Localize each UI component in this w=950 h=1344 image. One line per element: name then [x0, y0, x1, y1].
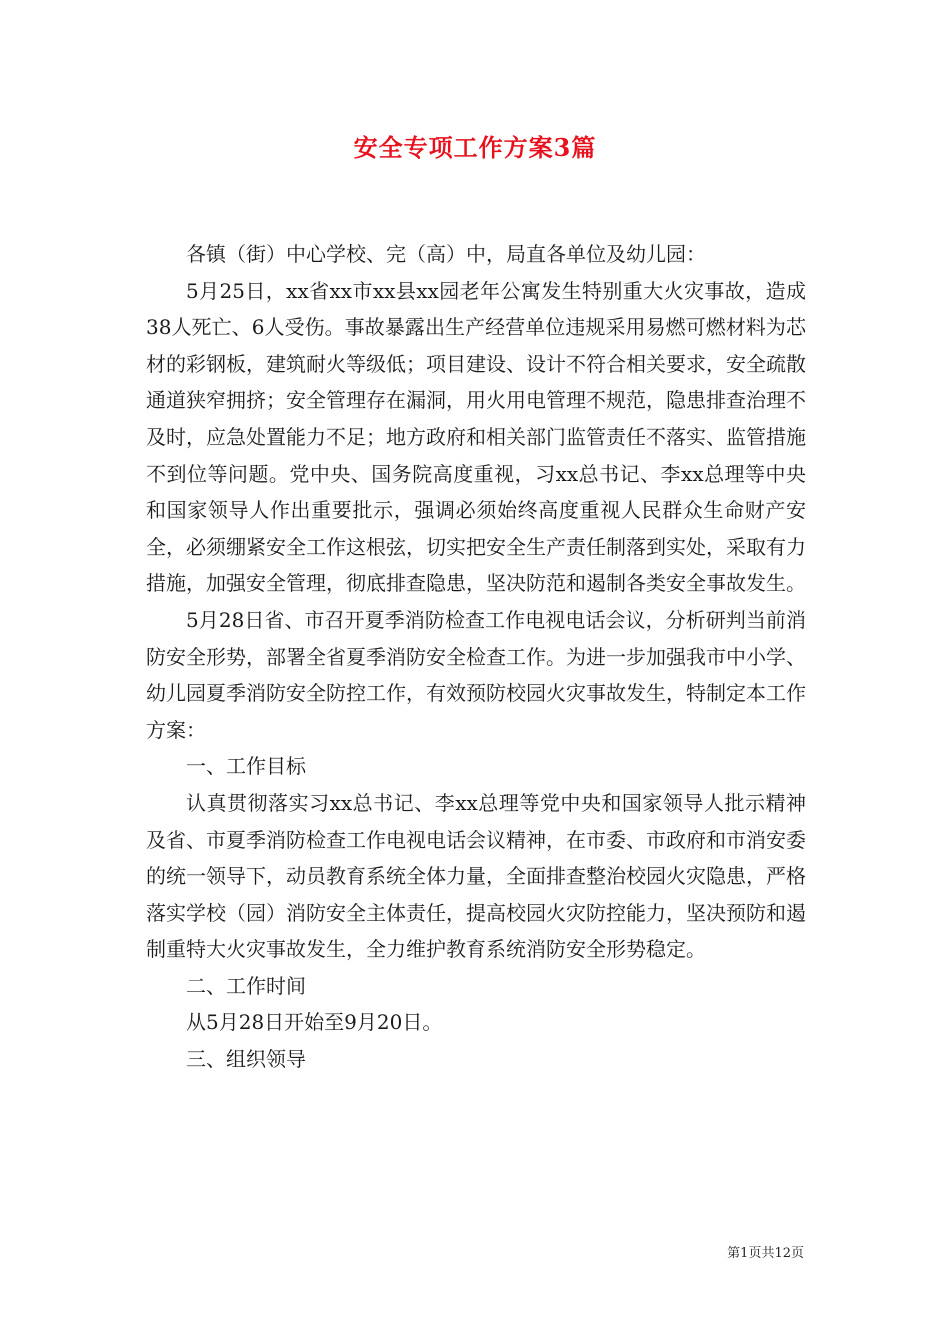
paragraph-meeting: 5月28日省、市召开夏季消防检查工作电视电话会议，分析研判当前消防安全形势，部署全省夏季消防安全检查工作。为进一步加强我市中小学、幼儿园夏季消防安全防控工作，有效预防校园火灾事故发生，特制定本工作方案： [146, 607, 806, 742]
section-heading-time: 二、工作时间 [186, 973, 306, 998]
page-number: 第1页共12页 [727, 1246, 804, 1261]
paragraph-goal: 认真贯彻落实习xx总书记、李xx总理等党中央和国家领导人批示精神及省、市夏季消防检查工作电视电话会议精神，在市委、市政府和市消安委的统一领导下，动员教育系统全体力量，全面排查整治校园火灾隐患，严格落实学校（园）消防安全主体责任，提高校园火灾防控能力，坚决预防和遏制重特大火灾事故发生，全力维护教育系统消防安全形势稳定。 [146, 790, 806, 962]
section-heading-organization: 三、组织领导 [186, 1047, 306, 1072]
document-title: 安全专项工作方案3篇 [353, 133, 597, 162]
section-heading-goal: 一、工作目标 [186, 754, 306, 779]
document-body [146, 236, 806, 1078]
paragraph-background: 5月25日，xx省xx市xx县xx园老年公寓发生特别重大火灾事故，造成38人死亡、6人受伤。事故暴露出生产经营单位违规采用易燃可燃材料为芯材的彩钢板，建筑耐火等级低；项目建设、设计不符合相关要求，安全疏散通道狭窄拥挤；安全管理存在漏洞，用火用电管理不规范，隐患排查治理不及时，应急处置能力不足；地方政府和相关部门监管责任不落实、监管措施不到位等问题。党中央、国务院高度重视，习xx总书记、李xx总理等中央和国家领导人作出重要批示，强调必须始终高度重视人民群众生命财产安全，必须绷紧安全工作这根弦，切实把安全生产责任制落到实处，采取有力措施，加强安全管理，彻底排查隐患，坚决防范和遏制各类安全事故发生。 [146, 278, 806, 596]
paragraph-salutation: 各镇（街）中心学校、完（高）中，局直各单位及幼儿园： [186, 242, 706, 266]
paragraph-time: 从5月28日开始至9月20日。 [186, 1010, 443, 1035]
